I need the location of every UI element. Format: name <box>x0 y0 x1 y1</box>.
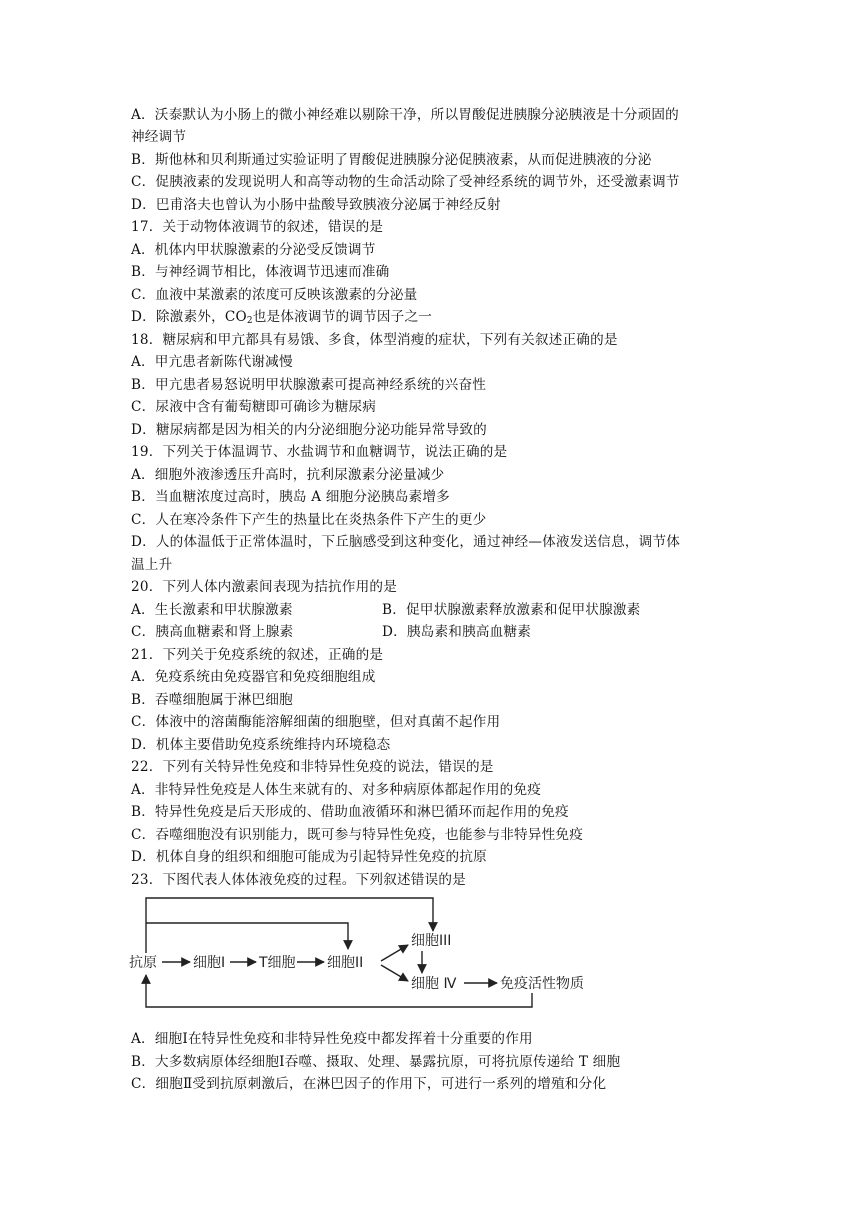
q23-option-a: A．细胞Ⅰ在特异性免疫和非特异性免疫中都发挥着十分重要的作用 <box>131 1031 533 1047</box>
q16-option-b: B．斯他林和贝利斯通过实验证明了胃酸促进胰腺分泌促胰液素，从而促进胰液的分泌 <box>131 152 652 168</box>
q20-option-b: B．促甲状腺激素释放激素和促甲状腺激素 <box>382 602 641 618</box>
q16-option-d: D．巴甫洛夫也曾认为小肠中盐酸导致胰液分泌属于神经反射 <box>131 197 501 213</box>
q17-stem: 17．关于动物体液调节的叙述，错误的是 <box>131 219 384 235</box>
q17-option-d-sub: 2 <box>246 316 253 326</box>
q18-option-b: B．甲亢患者易怒说明甲状腺激素可提高神经系统的兴奋性 <box>131 377 487 393</box>
q18-stem: 18．糖尿病和甲亢都具有易饿、多食，体型消瘦的症状，下列有关叙述正确的是 <box>131 332 618 348</box>
q21-option-c: C．体液中的溶菌酶能溶解细菌的细胞壁，但对真菌不起作用 <box>131 714 501 730</box>
arrow-substance-to-antigen <box>146 975 532 1007</box>
arrow-antigen-to-cell3 <box>146 898 433 953</box>
node-cell-2: 细胞ⅠⅠ <box>327 955 364 971</box>
arrow-cell2-to-cell3 <box>381 945 408 961</box>
q19-stem: 19．下列关于体温调节、水盐调节和血糖调节，说法正确的是 <box>131 444 508 460</box>
q20-option-a: A．生长激素和甲状腺激素 <box>131 602 293 618</box>
q21-stem: 21．下列关于免疫系统的叙述，正确的是 <box>131 647 384 663</box>
humoral-immunity-diagram <box>126 893 606 1013</box>
node-cell-4: 细胞 Ⅳ <box>411 976 457 992</box>
q22-stem: 22．下列有关特异性免疫和非特异性免疫的说法，错误的是 <box>131 759 494 775</box>
q18-option-d: D．糖尿病都是因为相关的内分泌细胞分泌功能异常导致的 <box>131 422 487 438</box>
q23-option-c: C．细胞Ⅱ受到抗原刺激后，在淋巴因子的作用下，可进行一系列的增殖和分化 <box>131 1076 607 1092</box>
q23-option-b: B．大多数病原体经细胞Ⅰ吞噬、摄取、处理、暴露抗原，可将抗原传递给 T 细胞 <box>131 1054 621 1070</box>
q16-option-c: C．促胰液素的发现说明人和高等动物的生命活动除了受神经系统的调节外，还受激素调节 <box>131 174 680 190</box>
q19-option-d-line2: 温上升 <box>131 557 173 573</box>
q16-option-a-line2: 神经调节 <box>131 129 187 145</box>
node-cell-1: 细胞Ⅰ <box>193 955 226 971</box>
arrow-cell2-to-cell4 <box>381 965 408 981</box>
q22-option-d: D．机体自身的组织和细胞可能成为引起特异性免疫的抗原 <box>131 849 487 865</box>
q21-option-a: A．免疫系统由免疫器官和免疫细胞组成 <box>131 669 376 685</box>
node-t-cell: T细胞 <box>259 955 296 971</box>
q22-option-c: C．吞噬细胞没有识别能力，既可参与特异性免疫，也能参与非特异性免疫 <box>131 827 583 843</box>
q17-option-d-pre: D．除激素外，CO <box>131 309 247 325</box>
q16-option-a-line1: A．沃泰默认为小肠上的微小神经难以剔除干净，所以胃酸促进胰腺分泌胰液是十分顽固的 <box>131 107 679 123</box>
q20-stem: 20．下列人体内激素间表现为拮抗作用的是 <box>131 579 397 595</box>
q21-option-d: D．机体主要借助免疫系统维持内环境稳态 <box>131 737 391 753</box>
q20-option-d: D．胰岛素和胰高血糖素 <box>382 624 532 640</box>
q17-option-c: C．血液中某激素的浓度可反映该激素的分泌量 <box>131 287 418 303</box>
q19-option-d-line1: D．人的体温低于正常体温时，下丘脑感受到这种变化，通过神经—体液发送信息，调节体 <box>131 534 681 550</box>
q17-option-d <box>131 306 751 328</box>
q17-option-a: A．机体内甲状腺激素的分泌受反馈调节 <box>131 242 376 258</box>
q17-option-d-post: 也是体液调节的调节因子之一 <box>252 309 433 325</box>
node-immune-active-substance: 免疫活性物质 <box>500 976 584 992</box>
node-cell-3: 细胞ⅠⅠⅠ <box>411 933 452 949</box>
q20-option-c: C．胰高血糖素和肾上腺素 <box>131 624 294 640</box>
q18-option-a: A．甲亢患者新陈代谢减慢 <box>131 354 293 370</box>
q21-option-b: B．吞噬细胞属于淋巴细胞 <box>131 692 293 708</box>
q17-option-b: B．与神经调节相比，体液调节迅速而准确 <box>131 264 390 280</box>
arrow-antigen-to-cell2 <box>146 923 348 949</box>
q19-option-c: C．人在寒冷条件下产生的热量比在炎热条件下产生的更少 <box>131 512 487 528</box>
q20-row2 <box>131 621 751 643</box>
q18-option-c: C．尿液中含有葡萄糖即可确诊为糖尿病 <box>131 399 377 415</box>
q22-option-b: B．特异性免疫是后天形成的、借助血液循环和淋巴循环而起作用的免疫 <box>131 804 569 820</box>
node-antigen: 抗原 <box>129 955 157 971</box>
q23-stem: 23．下图代表人体体液免疫的过程。下列叙述错误的是 <box>131 872 466 888</box>
q19-option-b: B．当血糖浓度过高时，胰岛 A 细胞分泌胰岛素增多 <box>131 489 450 505</box>
q22-option-a: A．非特异性免疫是人体生来就有的、对多种病原体都起作用的免疫 <box>131 782 542 798</box>
q19-option-a: A．细胞外液渗透压升高时，抗利尿激素分泌量减少 <box>131 467 445 483</box>
q20-row1 <box>131 599 751 621</box>
